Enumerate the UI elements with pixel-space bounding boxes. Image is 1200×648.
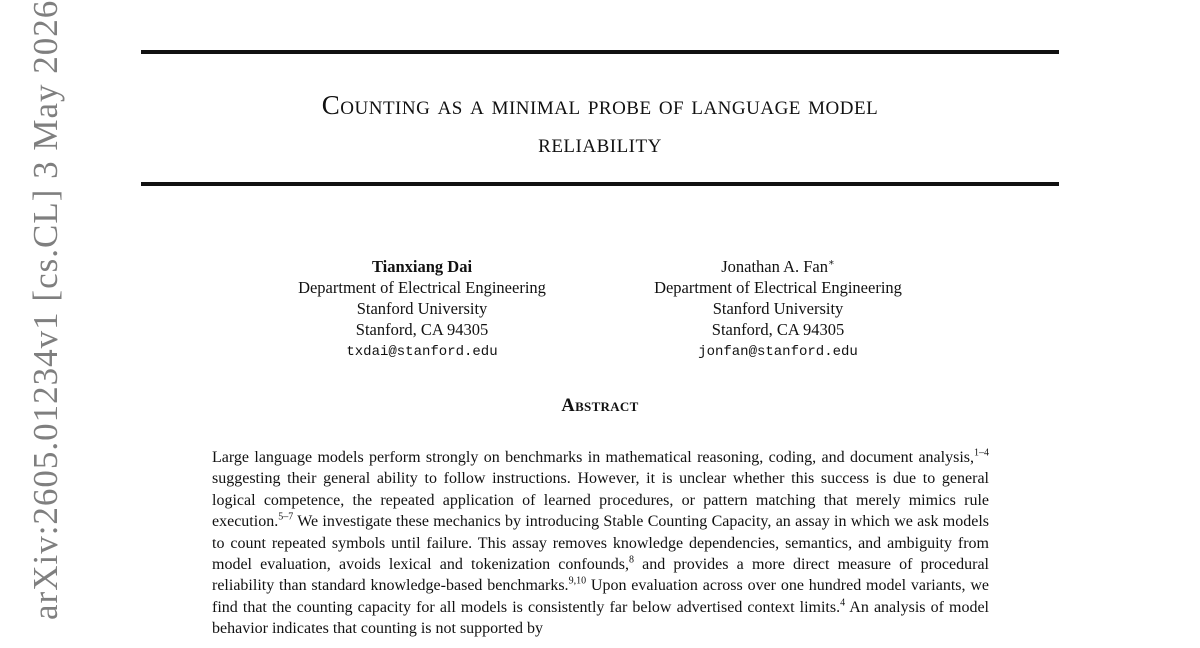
author-name: Tianxiang Dai: [371, 257, 473, 276]
paper-title: [141, 86, 1059, 162]
author-location: Stanford, CA 94305: [711, 320, 845, 339]
author-university: Stanford University: [712, 299, 844, 318]
abstract-text: An analysis of model behavior indicates that counting is not supported by: [212, 598, 989, 638]
abstract-paragraph: [212, 447, 989, 640]
author-1: [272, 256, 572, 364]
abstract-heading: Abstract: [561, 396, 639, 416]
author-2: [628, 256, 928, 364]
abstract-text: suggesting their general ability to follow instructions. However, it is unclear whether this success is due to general logical competence, the repeated application of learned procedures, or pattern matching that merely mimics rule execution.: [212, 470, 989, 531]
title-bottom-rule: [141, 182, 1059, 186]
citation: 4: [840, 597, 846, 609]
arxiv-stamp: arXiv:2605.01234v1 [cs.CL] 3 May 2026: [26, 0, 65, 620]
author-department: Department of Electrical Engineering: [654, 278, 902, 297]
author-department: Department of Electrical Engineering: [298, 278, 546, 297]
title-top-rule: [141, 50, 1059, 54]
author-email: jonfan@stanford.edu: [698, 344, 858, 360]
citation: 8: [628, 554, 634, 566]
abstract-text: Upon evaluation across over one hundred model variants, we find that the counting capacity for all models is consistently far below advertised context limits.: [212, 577, 990, 616]
citation: 5–7: [278, 511, 294, 523]
author-email: txdai@stanford.edu: [346, 344, 498, 360]
title-line-2: reliability: [538, 128, 662, 158]
abstract-text: and provides a more direct measure of procedural reliability than standard knowledge-based benchmarks.: [212, 556, 990, 595]
author-name: Jonathan A. Fan: [721, 257, 828, 276]
author-block: [0, 256, 1200, 366]
abstract-text: Large language models perform strongly on benchmarks in mathematical reasoning, coding, and document analysis,: [212, 449, 974, 466]
corresponding-author-marker: ∗: [828, 257, 835, 269]
author-university: Stanford University: [356, 299, 488, 318]
author-location: Stanford, CA 94305: [355, 320, 489, 339]
author-name-line: [628, 256, 928, 277]
title-line-1: Counting as a minimal probe of language model: [321, 90, 879, 120]
abstract-text: We investigate these mechanics by introducing Stable Counting Capacity, an assay in which we ask models to count repeated symbols until failure. This assay removes knowledge dependencies, semantics, and ambiguity from model evaluation, avoids lexical and tokenization confounds,: [212, 513, 989, 574]
abstract-body: [212, 447, 989, 640]
citation: 9,10: [568, 576, 587, 588]
citation: 1–4: [974, 447, 989, 459]
